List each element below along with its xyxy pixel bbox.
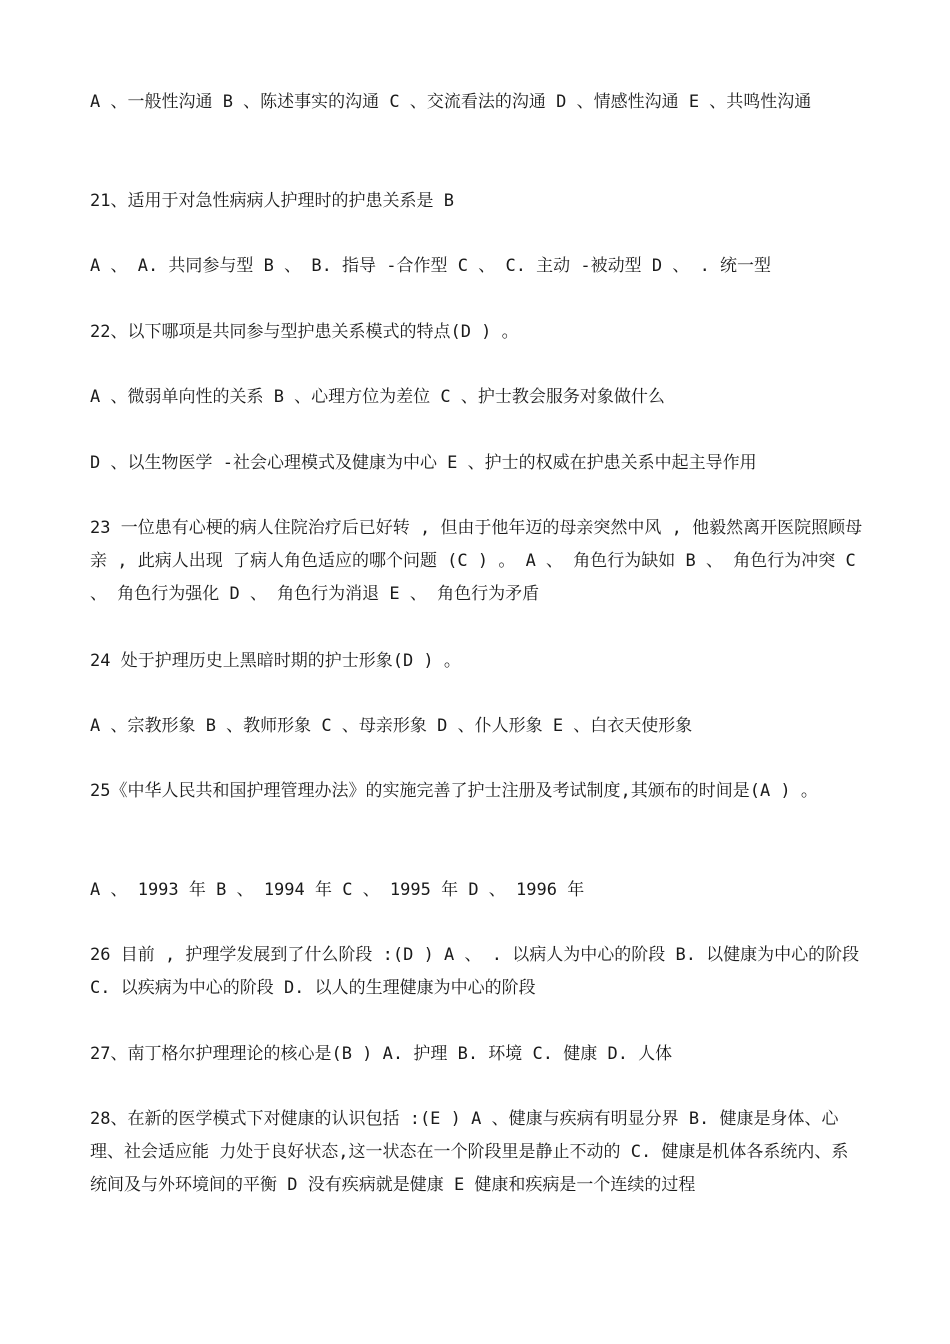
paragraph-q26: 26 目前 , 护理学发展到了什么阶段 :(D ) A 、 . 以病人为中心的阶段 B. 以健康为中心的阶段 C. 以疾病为中心的阶段 D. 以人的生理健康为中心的阶段 xyxy=(90,945,860,998)
paragraph-q22-options-d: D 、以生物医学 -社会心理模式及健康为中心 E 、护士的权威在护患关系中起主导作用 xyxy=(90,453,757,473)
paragraph-q22-options-a: A 、微弱单向性的关系 B 、心理方位为差位 C 、护士教会服务对象做什么 xyxy=(90,387,665,407)
paragraph-q22: 22、以下哪项是共同参与型护患关系模式的特点(D ) 。 xyxy=(90,322,519,342)
paragraph-q21-options: A 、 A. 共同参与型 B 、 B. 指导 -合作型 C 、 C. 主动 -被动型 D 、 . 统一型 xyxy=(90,256,772,276)
paragraph-q21: 21、适用于对急性病病人护理时的护患关系是 B xyxy=(90,191,454,211)
paragraph-q25: 25《中华人民共和国护理管理办法》的实施完善了护士注册及考试制度,其颁布的时间是(A ) 。 xyxy=(90,781,818,801)
paragraph-q25-options: A 、 1993 年 B 、 1994 年 C 、 1995 年 D 、 1996 年 xyxy=(90,880,585,900)
paragraph-q23: 23 一位患有心梗的病人住院治疗后已好转 , 但由于他年迈的母亲突然中风 , 他毅然离开医院照顾母亲 , 此病人出现 了病人角色适应的哪个问题 (C ) 。 A 、 角色行为缺如 B 、 角色行为冲突 C 、 角色行为强化 D 、 角色行为消退 E 、 角色行为矛盾 xyxy=(90,518,863,604)
paragraph-q28: 28、在新的医学模式下对健康的认识包括 :(E ) A 、健康与疾病有明显分界 B. 健康是身体、心理、社会适应能 力处于良好状态,这一状态在一个阶段里是静止不动的 C. 健康是机体各系统内、系统间及与外环境间的平衡 D 没有疾病就是健康 E 健康和疾病是一个连续的过程 xyxy=(90,1109,849,1195)
paragraph-q27: 27、南丁格尔护理理论的核心是(B ) A. 护理 B. 环境 C. 健康 D. 人体 xyxy=(90,1044,673,1064)
paragraph-q24: 24 处于护理历史上黑暗时期的护士形象(D ) 。 xyxy=(90,651,461,671)
paragraph-q20-options: A 、一般性沟通 B 、陈述事实的沟通 C 、交流看法的沟通 D 、情感性沟通 E 、共鸣性沟通 xyxy=(90,92,812,112)
paragraph-q24-options: A 、宗教形象 B 、教师形象 C 、母亲形象 D 、仆人形象 E 、白衣天使形象 xyxy=(90,716,693,736)
